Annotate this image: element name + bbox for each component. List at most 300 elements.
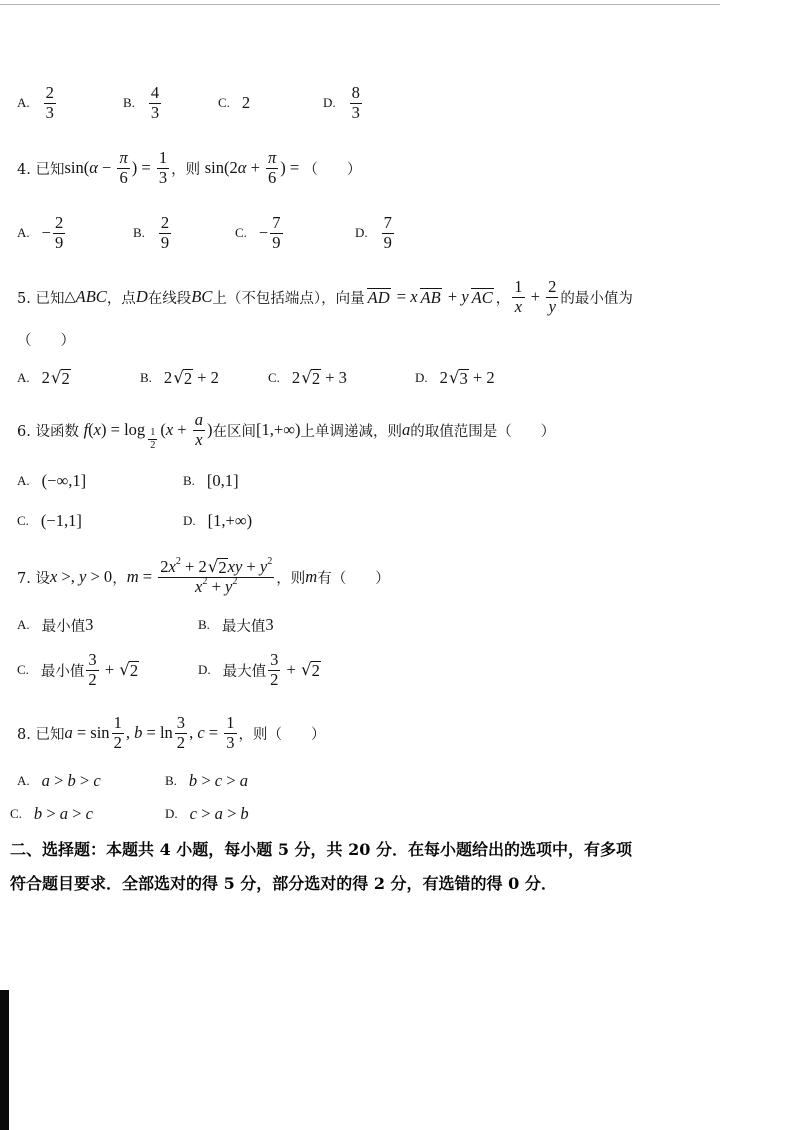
math-roman: + 2 bbox=[193, 368, 219, 387]
radicand: 2 bbox=[183, 368, 193, 388]
option-content bbox=[208, 511, 252, 531]
math-variable: π bbox=[119, 148, 128, 167]
math-variable: xy bbox=[227, 557, 243, 576]
math-roman: 3 bbox=[270, 650, 279, 669]
math-variable: a bbox=[401, 420, 411, 439]
fraction bbox=[44, 84, 56, 122]
option-label: B. bbox=[183, 473, 195, 488]
fraction bbox=[268, 651, 280, 689]
math-roman: , bbox=[125, 723, 135, 742]
math-roman: 9 bbox=[54, 232, 64, 252]
option-content bbox=[222, 615, 274, 636]
math-roman: 2 bbox=[241, 93, 251, 112]
fraction-numerator bbox=[512, 278, 524, 298]
math-roman: 2 bbox=[45, 83, 54, 102]
math-roman: 2 bbox=[88, 669, 97, 689]
text-run: 的最小值为 bbox=[560, 290, 633, 307]
fraction-numerator bbox=[148, 427, 157, 439]
square-root bbox=[119, 661, 139, 680]
math-roman: = ln bbox=[142, 723, 173, 742]
math-variable: c bbox=[214, 771, 223, 790]
fraction-denominator bbox=[117, 169, 129, 188]
math-variable: c bbox=[197, 723, 205, 742]
math-roman: ) = bbox=[131, 158, 155, 177]
q7-option-c bbox=[17, 650, 139, 690]
fraction-denominator bbox=[350, 104, 362, 123]
math-roman: 9 bbox=[383, 232, 392, 252]
math-roman: + bbox=[443, 287, 462, 306]
math-roman: + bbox=[246, 158, 265, 177]
math-roman: 3 bbox=[226, 732, 235, 752]
q7-option-b bbox=[198, 605, 274, 645]
math-roman: 3 bbox=[176, 713, 186, 732]
math-roman: > bbox=[196, 804, 215, 823]
option-content bbox=[41, 651, 139, 689]
fraction-denominator bbox=[382, 234, 394, 253]
q6-option-b bbox=[183, 461, 239, 501]
math-roman: 4 bbox=[150, 83, 160, 102]
math-roman: (−1,1] bbox=[40, 511, 82, 530]
text-run: ，则（ ） bbox=[238, 726, 326, 743]
q7-stem bbox=[17, 557, 390, 597]
option-content bbox=[164, 368, 219, 388]
fraction-numerator bbox=[268, 651, 280, 671]
math-roman: [1,+∞) bbox=[256, 420, 301, 439]
math-roman: 3 bbox=[85, 615, 94, 634]
text-run: △ bbox=[64, 289, 76, 305]
math-variable: y bbox=[461, 287, 469, 306]
text-run: 最大值 bbox=[221, 618, 266, 635]
option-content bbox=[207, 471, 239, 491]
fraction bbox=[512, 278, 524, 316]
option-label: D. bbox=[183, 513, 196, 528]
math-roman: 6 bbox=[119, 167, 128, 187]
math-roman: > bbox=[222, 771, 240, 790]
option-label: A. bbox=[17, 773, 30, 788]
math-variable: y bbox=[259, 557, 268, 576]
square-root bbox=[301, 369, 321, 388]
square-root bbox=[449, 369, 469, 388]
fraction-numerator bbox=[44, 84, 56, 104]
fraction-denominator bbox=[157, 169, 169, 188]
square-root bbox=[208, 558, 228, 577]
fraction-denominator bbox=[44, 104, 56, 123]
math-roman: ( bbox=[160, 420, 166, 439]
q7-option-a bbox=[17, 605, 93, 645]
q3-option-b bbox=[123, 83, 163, 123]
option-label: D. bbox=[355, 225, 368, 240]
math-variable: m bbox=[126, 567, 139, 586]
vector: AD bbox=[367, 287, 390, 307]
math-variable: x bbox=[195, 429, 203, 449]
q4-option-a bbox=[17, 213, 67, 253]
option-content bbox=[189, 771, 248, 791]
math-roman: 2 bbox=[54, 213, 64, 232]
q4-stem bbox=[17, 148, 361, 188]
math-roman: 3 bbox=[150, 102, 160, 122]
option-label: B. bbox=[198, 617, 210, 632]
fraction bbox=[193, 411, 205, 449]
fraction bbox=[53, 214, 65, 252]
math-variable: x bbox=[168, 557, 176, 576]
fraction-numerator bbox=[270, 214, 282, 234]
text-run: 上单调递减，则 bbox=[300, 423, 402, 440]
fraction bbox=[270, 214, 282, 252]
math-roman: 3 bbox=[351, 102, 360, 122]
square-root bbox=[301, 661, 321, 680]
math-roman: 7 bbox=[272, 213, 281, 232]
fraction-denominator bbox=[547, 298, 558, 317]
q3-option-a bbox=[17, 83, 58, 123]
math-roman: 1 bbox=[158, 148, 168, 167]
square-root bbox=[173, 369, 193, 388]
vector: AC bbox=[471, 287, 493, 307]
answer-brackets: （ ） bbox=[17, 332, 75, 349]
option-label: D. bbox=[415, 370, 428, 385]
math-roman: sin(2 bbox=[204, 158, 238, 177]
fraction-numerator bbox=[149, 84, 161, 104]
math-variable: x bbox=[49, 567, 58, 586]
math-variable: b bbox=[33, 804, 43, 823]
option-label: C. bbox=[10, 806, 22, 821]
option-content bbox=[42, 471, 86, 491]
q8-stem bbox=[17, 713, 326, 753]
math-variable: x bbox=[195, 576, 203, 596]
option-content bbox=[42, 214, 68, 252]
fraction-denominator bbox=[148, 440, 157, 451]
option-content bbox=[440, 368, 495, 388]
option-label: C. bbox=[17, 513, 29, 528]
option-content bbox=[292, 368, 347, 388]
q5-option-b bbox=[140, 358, 219, 398]
option-content bbox=[42, 615, 94, 636]
superscript: 2 bbox=[175, 555, 181, 567]
math-variable: c bbox=[93, 771, 101, 790]
fraction-numerator bbox=[117, 149, 129, 169]
radicand: 2 bbox=[129, 660, 139, 680]
q3-option-d bbox=[323, 83, 364, 123]
math-roman: 3 bbox=[45, 102, 54, 122]
math-roman: 9 bbox=[160, 232, 170, 252]
math-variable: x bbox=[514, 296, 523, 316]
math-roman: + bbox=[173, 420, 191, 439]
option-label: C. bbox=[268, 370, 280, 385]
fraction-numerator bbox=[382, 214, 394, 234]
fraction-denominator bbox=[175, 734, 187, 753]
math-variable: a bbox=[239, 771, 248, 790]
math-variable: a bbox=[214, 804, 223, 823]
fraction-denominator bbox=[224, 734, 236, 753]
math-roman: 2 bbox=[163, 368, 173, 387]
fraction-denominator bbox=[86, 671, 98, 690]
option-label: A. bbox=[17, 95, 30, 110]
text-run: ， bbox=[112, 570, 127, 587]
math-roman: sin( bbox=[64, 158, 90, 177]
math-roman: ) = bbox=[280, 158, 304, 177]
text-run: 的取值范围是（ ） bbox=[410, 423, 556, 440]
q7-option-d bbox=[198, 650, 321, 690]
fraction-numerator bbox=[350, 84, 362, 104]
math-variable: BC bbox=[191, 287, 213, 306]
math-variable: x bbox=[410, 287, 418, 306]
math-roman: 2 bbox=[160, 557, 169, 576]
math-roman: 1 bbox=[150, 427, 156, 439]
math-roman: [1,+∞) bbox=[207, 511, 253, 530]
math-roman: , bbox=[189, 723, 198, 742]
math-roman: 2 bbox=[150, 439, 156, 451]
text-run: ，则 bbox=[171, 161, 205, 178]
option-label: A. bbox=[17, 617, 30, 632]
subscript bbox=[146, 427, 159, 451]
text-run: ，点 bbox=[106, 290, 136, 307]
radicand: 2 bbox=[311, 368, 321, 388]
math-variable: a bbox=[64, 723, 73, 742]
math-variable: c bbox=[85, 804, 93, 823]
math-roman: > bbox=[68, 804, 86, 823]
q5-stem bbox=[17, 277, 633, 317]
math-roman: > bbox=[197, 771, 215, 790]
text-run: 7. 设 bbox=[17, 570, 50, 587]
option-content bbox=[42, 368, 71, 388]
fraction-denominator bbox=[266, 169, 278, 188]
fraction-denominator bbox=[112, 734, 124, 753]
q6-option-a bbox=[17, 461, 86, 501]
fraction bbox=[112, 714, 124, 752]
section2-instructions-line1: 二、选择题：本题共 4 小题，每小题 5 分，共 20 分．在每小题给出的选项中，有多项 bbox=[10, 839, 632, 859]
math-variable: a bbox=[194, 410, 203, 429]
math-roman: + 3 bbox=[321, 368, 347, 387]
fraction-denominator bbox=[268, 671, 280, 690]
math-roman: 3 bbox=[265, 615, 274, 634]
math-roman: − bbox=[97, 158, 116, 177]
fraction-numerator bbox=[193, 411, 205, 431]
option-content bbox=[157, 214, 173, 252]
option-label: C. bbox=[17, 662, 29, 677]
square-root bbox=[51, 369, 71, 388]
fraction-denominator bbox=[53, 234, 65, 253]
math-variable: π bbox=[268, 148, 277, 167]
fraction-denominator bbox=[270, 234, 282, 253]
math-roman: 9 bbox=[272, 232, 281, 252]
text-run: 6. 设函数 bbox=[17, 423, 84, 440]
fraction bbox=[117, 149, 129, 187]
text-run: 在区间 bbox=[212, 423, 256, 440]
option-label: C. bbox=[218, 95, 230, 110]
fraction bbox=[86, 651, 98, 689]
math-roman: >, bbox=[57, 567, 79, 586]
math-roman: (−∞,1] bbox=[41, 471, 87, 490]
fraction bbox=[158, 555, 274, 596]
text-run: 最小值 bbox=[40, 663, 85, 680]
fraction-denominator bbox=[513, 298, 524, 317]
math-roman: 1 bbox=[113, 713, 122, 732]
math-variable: a bbox=[59, 804, 69, 823]
fraction-denominator bbox=[159, 234, 171, 253]
section2-instructions-line2: 符合题目要求．全部选对的得 5 分，部分选对的得 2 分，有选错的得 0 分． bbox=[10, 873, 557, 893]
math-roman: = bbox=[392, 287, 411, 306]
fraction-numerator bbox=[175, 714, 187, 734]
math-roman: 2 bbox=[41, 368, 50, 387]
radicand: 2 bbox=[218, 557, 227, 577]
math-roman: 1 bbox=[514, 277, 523, 296]
option-content bbox=[259, 214, 285, 252]
text-run: 在线段 bbox=[147, 290, 192, 307]
math-variable: b bbox=[134, 723, 143, 742]
superscript: 2 bbox=[267, 555, 273, 567]
math-variable: y bbox=[548, 296, 556, 316]
math-variable: α bbox=[89, 158, 98, 177]
math-variable: c bbox=[189, 804, 197, 823]
math-roman: 2 bbox=[176, 732, 186, 752]
math-roman: + bbox=[282, 660, 300, 679]
fraction-numerator bbox=[159, 214, 171, 234]
option-label: B. bbox=[133, 225, 145, 240]
superscript: 2 bbox=[232, 575, 238, 587]
math-roman: 6 bbox=[268, 167, 277, 187]
option-content bbox=[380, 214, 396, 252]
vector: AB bbox=[420, 287, 441, 307]
math-roman: > bbox=[42, 804, 60, 823]
math-roman: + bbox=[526, 287, 545, 306]
q5-option-d bbox=[415, 358, 495, 398]
math-variable: f bbox=[83, 420, 89, 439]
math-roman: = bbox=[204, 723, 223, 742]
option-content bbox=[348, 84, 364, 122]
math-variable: D bbox=[135, 287, 148, 306]
text-run: 最大值 bbox=[222, 663, 267, 680]
fraction bbox=[350, 84, 362, 122]
math-roman: 2 bbox=[291, 368, 301, 387]
fraction-numerator bbox=[112, 714, 124, 734]
radicand: 2 bbox=[61, 368, 70, 388]
math-variable: y bbox=[79, 567, 87, 586]
scan-left-bar bbox=[0, 990, 9, 1130]
fraction bbox=[149, 84, 161, 122]
fraction-denominator bbox=[193, 431, 204, 450]
scan-top-edge bbox=[0, 4, 720, 5]
fraction-numerator bbox=[224, 714, 236, 734]
math-roman: + bbox=[242, 557, 260, 576]
text-run: ， bbox=[495, 290, 511, 307]
fraction-numerator bbox=[266, 149, 278, 169]
option-content bbox=[42, 84, 58, 122]
q4-option-d bbox=[355, 213, 396, 253]
math-roman: ) = log bbox=[101, 420, 146, 439]
q3-option-c bbox=[218, 83, 250, 123]
option-label: A. bbox=[17, 473, 30, 488]
math-roman: 7 bbox=[383, 213, 392, 232]
option-label: C. bbox=[235, 225, 247, 240]
fraction-numerator bbox=[157, 149, 169, 169]
math-roman: 2 bbox=[270, 669, 279, 689]
q6-option-d bbox=[183, 501, 252, 541]
fraction bbox=[382, 214, 394, 252]
text-run: 8. 已知 bbox=[17, 726, 65, 743]
text-run: 上（不包括端点），向量 bbox=[212, 290, 365, 307]
math-roman: 2 bbox=[548, 277, 557, 296]
option-content bbox=[34, 804, 93, 824]
math-variable: m bbox=[305, 567, 318, 586]
option-label: B. bbox=[123, 95, 135, 110]
math-roman: 2 bbox=[160, 213, 170, 232]
math-variable: a bbox=[41, 771, 50, 790]
math-roman: = sin bbox=[72, 723, 110, 742]
q5-option-c bbox=[268, 358, 347, 398]
option-label: D. bbox=[198, 662, 211, 677]
text-run: 最小值 bbox=[41, 618, 86, 635]
fraction-numerator bbox=[158, 555, 274, 578]
fraction-numerator bbox=[53, 214, 65, 234]
math-roman: 3 bbox=[88, 650, 97, 669]
math-variable: b bbox=[67, 771, 76, 790]
option-content bbox=[223, 651, 321, 689]
q5-answer-blank bbox=[17, 319, 75, 359]
option-label: D. bbox=[165, 806, 178, 821]
option-content bbox=[147, 84, 163, 122]
superscript: 2 bbox=[202, 575, 208, 587]
math-variable: ABC bbox=[75, 287, 107, 306]
option-content bbox=[42, 771, 101, 791]
option-content bbox=[41, 511, 82, 531]
math-variable: x bbox=[165, 420, 174, 439]
fraction-numerator bbox=[86, 651, 98, 671]
math-roman: ) bbox=[207, 420, 213, 439]
math-roman: > bbox=[222, 804, 241, 823]
q4-option-c bbox=[235, 213, 285, 253]
fraction bbox=[266, 149, 278, 187]
math-variable: b bbox=[188, 771, 198, 790]
radicand: 3 bbox=[459, 368, 468, 388]
math-roman: [0,1] bbox=[206, 471, 239, 490]
fraction bbox=[148, 427, 157, 451]
fraction bbox=[224, 714, 236, 752]
math-roman: 2 bbox=[113, 732, 122, 752]
fraction-denominator bbox=[193, 575, 239, 597]
math-roman: > 0 bbox=[86, 567, 113, 586]
q5-option-a bbox=[17, 358, 71, 398]
fraction bbox=[159, 214, 171, 252]
math-roman: + bbox=[100, 660, 119, 679]
math-roman: 1 bbox=[226, 713, 235, 732]
text-run: 4. 已知 bbox=[17, 161, 65, 178]
math-roman: = bbox=[138, 567, 157, 586]
math-roman: − bbox=[258, 223, 269, 242]
q4-option-b bbox=[133, 213, 173, 253]
math-roman: − bbox=[41, 223, 51, 242]
radicand: 2 bbox=[311, 660, 320, 680]
fraction bbox=[546, 278, 558, 316]
text-run: ，则 bbox=[276, 570, 306, 587]
option-content bbox=[190, 804, 249, 824]
fraction-denominator bbox=[149, 104, 161, 123]
option-label: A. bbox=[17, 225, 30, 240]
fraction-numerator bbox=[546, 278, 558, 298]
math-variable: α bbox=[237, 158, 247, 177]
math-roman: + bbox=[207, 576, 226, 596]
math-roman: ( bbox=[88, 420, 94, 439]
math-roman: + 2 bbox=[180, 557, 207, 576]
math-roman: > bbox=[49, 771, 68, 790]
q6-option-c bbox=[17, 501, 82, 541]
option-label: A. bbox=[17, 370, 30, 385]
text-run: 有（ ） bbox=[317, 570, 390, 587]
text-run: （ ） bbox=[303, 161, 362, 178]
math-roman: 8 bbox=[351, 83, 360, 102]
option-label: B. bbox=[140, 370, 152, 385]
math-roman: 3 bbox=[158, 167, 168, 187]
option-label: D. bbox=[323, 95, 336, 110]
math-roman: 2 bbox=[439, 368, 448, 387]
